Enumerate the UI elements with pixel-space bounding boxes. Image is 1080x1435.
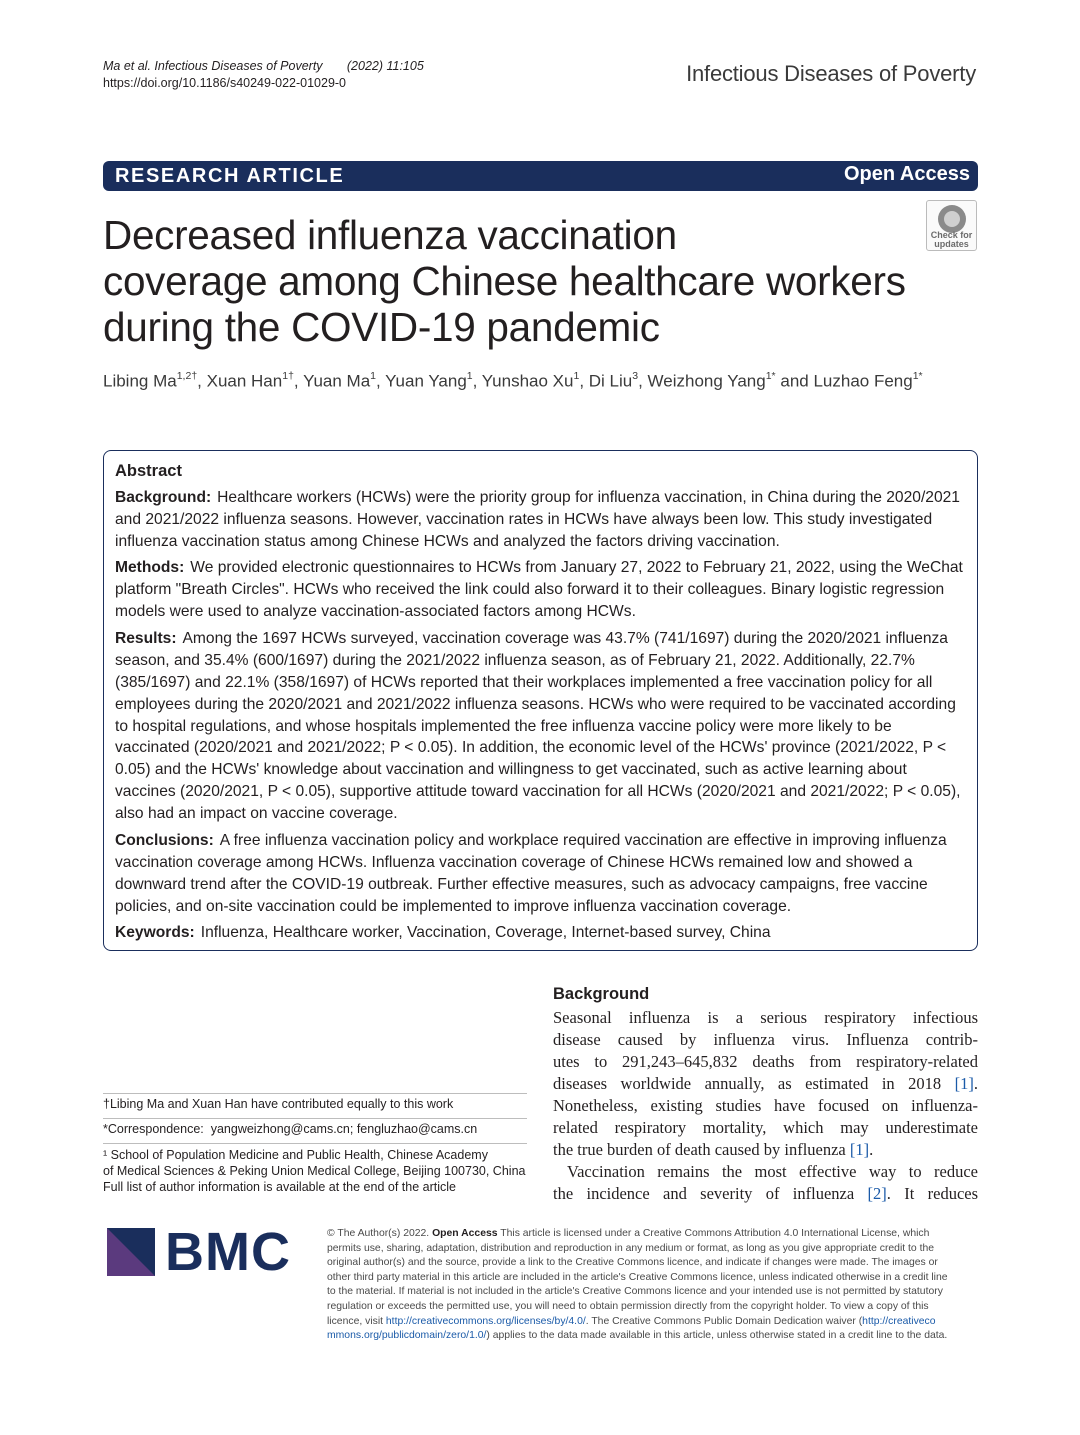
body-line: utes to 291,243–645,832 deaths from respiratory-related [553, 1052, 978, 1071]
copyright: © The Author(s) 2022. [327, 1228, 430, 1239]
footnote-divider [103, 1118, 527, 1119]
author-affiliation: 1 [370, 370, 377, 382]
body-text: the incidence and severity of influenza [553, 1184, 855, 1203]
author-name: Xuan Han [206, 371, 283, 391]
citation-link[interactable]: [1] [954, 1074, 974, 1093]
footnote-equal-contribution: †Libing Ma and Xuan Han have contributed equally to this work [103, 1097, 454, 1111]
body-line: Vaccination remains the most effective way to reduce [567, 1162, 978, 1181]
license-text-part: ) applies to the data made available in this article, unless otherwise stated in a credit line to the data. [486, 1330, 948, 1342]
correspondence-emails[interactable]: yangweizhong@cams.cn; fengluzhao@cams.cn [210, 1122, 478, 1136]
citation-journal: Infectious Diseases of Poverty [154, 59, 323, 73]
title-line: coverage among Chinese healthcare workers [103, 258, 906, 304]
body-text: diseases worldwide annually, as estimated in 2018 [553, 1074, 942, 1093]
author-list: Libing $Ma^{1,2\dagger}$, Xuan Han$^{1\dagger}$, Yuan Ma$^1$, Yuan Yang$^1$, Yunshao Xu$^1$, Di Liu$^3$, Weizhong Yang$^{1*}$ and Luzhao Feng$^{1*}$ [103, 370, 923, 391]
period: . [973, 1074, 979, 1093]
license-line: original author(s) and the source, provide a link to the Creative Commons licence, and indicate if changes were made. The images or [327, 1257, 938, 1269]
license-line: regulation or exceeds the permitted use, you will need to obtain permission directly from the copyright holder. To view a copy of this [327, 1300, 929, 1312]
abstract-conclusions [115, 830, 966, 918]
abstract-box [103, 450, 978, 951]
author-joiner: and [780, 371, 809, 391]
open-access-label: Open Access [844, 163, 970, 185]
section-text: Healthcare workers (HCWs) were the priority group for influenza vaccination, in China during the 2020/2021 and 2021/2022 influenza seasons. However, vaccination rates in HCWs have always been low. This study investigated influenza vaccination status among Chinese HCWs and analyzed the factors driving vaccination. [115, 488, 960, 550]
title-line: during the COVID-19 pandemic [103, 304, 660, 350]
license-text-part: . The Creative Commons Public Domain Dedication waiver ( [585, 1315, 863, 1327]
author-affiliation: 3 [632, 370, 639, 382]
author-affiliation: 1† [282, 370, 294, 382]
period: . [869, 1140, 874, 1159]
author-name: Luzhao Feng [813, 371, 913, 391]
author-affiliation: 1 [466, 370, 473, 382]
license-text-part: This article is licensed under a Creative Commons Attribution 4.0 International License, which [500, 1228, 930, 1239]
bmc-logo-text: BMC [165, 1222, 291, 1282]
bmc-logo-mark-icon [107, 1228, 155, 1276]
license-text-part: licence, visit [327, 1315, 384, 1327]
license-line: other third party material in this article are included in the article's Creative Commons licence, unless indicated otherwise in a credit line [327, 1271, 948, 1283]
abstract-heading: Abstract [115, 462, 182, 480]
affiliation-line: ¹ School of Population Medicine and Public Health, Chinese Academy [103, 1148, 488, 1162]
author-affiliation: 1* [912, 370, 923, 382]
title-line: Decreased influenza vaccination [103, 212, 677, 258]
article-type-banner [103, 161, 978, 191]
body-line: Nonetheless, existing studies have focused on influenza- [553, 1096, 978, 1115]
section-text: Among the 1697 HCWs surveyed, vaccination coverage was 43.7% (741/1697) during the 2020/2021 influenza season, and 35.4% (600/1697) during the 2021/2022 influenza season, as of February 21, 2022. Additionally, 22.7% (385/1697) and 22.1% (358/1697) of HCWs reported that their workplaces implemented a free vaccination policy for all employees during the 2020/2021 and 2021/2022 influenza seasons. HCWs who were required to be vaccinated according to hospital regulations, and whose hospitals implemented the free influenza vaccine policy were more likely to be vaccinated (2020/2021 and 2021/2022; P < 0.05). In addition, the economic level of the HCWs' province (2021/2022, P < 0.05) and the HCWs' knowledge about vaccination and willingness to get vaccinated, such as active learning about vaccines (2020/2021, P < 0.05), supportive attitude toward vaccination for all HCWs (2020/2021 and 2021/2022; P < 0.05), also had an impact on vaccine coverage. [115, 629, 961, 823]
abstract-keywords [115, 922, 966, 944]
section-label: Background: [115, 488, 212, 506]
cc-zero-link-cont[interactable]: mmons.org/publicdomain/zero/1.0/ [327, 1330, 487, 1342]
license-line: permits use, sharing, adaptation, distribution and reproduction in any medium or format, as long as you give appropriate credit to the [327, 1242, 935, 1254]
check-updates-line2: updates [934, 239, 969, 249]
body-text: the true burden of death caused by influenza [553, 1140, 846, 1159]
license-line: to the material. If material is not included in the article's Creative Commons licence and your intended use is not permitted by statutory [327, 1286, 943, 1298]
citation-link[interactable]: [1] [849, 1140, 870, 1159]
affiliation-line: Full list of author information is available at the end of the article [103, 1180, 456, 1194]
check-for-updates-badge[interactable] [926, 200, 977, 251]
author-name: Yuan Yang [385, 371, 467, 391]
citation-authors: Ma et al. [103, 59, 151, 73]
citation-link[interactable]: [2] [867, 1184, 887, 1203]
cc-by-link[interactable]: http://creativecommons.org/licenses/by/4.0/ [385, 1315, 586, 1327]
article-type-label: RESEARCH ARTICLE [115, 165, 345, 187]
author-affiliation: 1* [765, 370, 776, 382]
license-line [327, 1329, 978, 1344]
open-access-bold: Open Access [432, 1228, 498, 1239]
section-text: We provided electronic questionnaires to HCWs from January 27, 2022 to February 21, 2022, using the WeChat platform "Breath Circles". HCWs who received the link could also forward it to their colleagues. Binary logistic regression models were used to analyze vaccination-associated factors among HCWs. [115, 559, 963, 621]
section-label: Keywords: [115, 924, 195, 942]
footnote-affiliation [103, 1147, 527, 1195]
footnote-correspondence [103, 1121, 527, 1137]
body-line-with-ref: the incidence and severity of influenza [2]. It reduces [553, 1184, 979, 1203]
abstract-methods [115, 557, 966, 623]
cc-zero-link[interactable]: http://creativeco [862, 1315, 936, 1327]
body-line: related respiratory mortality, which may underestimate [553, 1118, 978, 1137]
author-name: Yuan Ma [303, 371, 371, 391]
license-text [327, 1227, 978, 1344]
license-line [327, 1315, 978, 1330]
background-heading: Background [553, 985, 650, 1003]
footnote-divider [103, 1093, 527, 1094]
correspondence-label: *Correspondence: [103, 1122, 204, 1136]
author-name: Yunshao Xu [481, 371, 574, 391]
author-name: Weizhong Yang [647, 371, 766, 391]
body-line: disease caused by influenza virus. Influenza contrib- [553, 1030, 978, 1049]
article-title [103, 212, 923, 350]
body-line-with-ref [553, 1073, 978, 1095]
check-updates-icon [938, 205, 966, 233]
background-body [553, 1007, 978, 1205]
license-line [327, 1227, 978, 1242]
body-text: It reduces [904, 1184, 979, 1203]
citation-block [103, 58, 424, 92]
section-label: Methods: [115, 559, 185, 577]
author-name: Libing Ma [103, 371, 177, 391]
author-affiliation: 1 [573, 370, 580, 382]
footnote-divider [103, 1143, 527, 1144]
journal-name: Infectious Diseases of Poverty [686, 61, 976, 86]
citation-year-volume: (2022) 11:105 [346, 59, 424, 73]
check-updates-line1: Check for [930, 230, 973, 240]
abstract-results [115, 628, 966, 825]
section-label: Results: [115, 629, 177, 647]
citation-line [103, 58, 424, 75]
section-text: A free influenza vaccination policy and workplace required vaccination are effective in improving influenza vaccination coverage among HCWs. Influenza vaccination coverage of Chinese HCWs remained low and showed a downward trend after the COVID-19 outbreak. Further effective measures, such as advocacy campaigns, free vaccine policies, and on-site vaccination could be implemented to improve influenza vaccination coverage. [115, 831, 947, 915]
section-text: Influenza, Healthcare worker, Vaccination, Coverage, Internet-based survey, China [200, 924, 771, 942]
section-label: Conclusions: [115, 831, 214, 849]
doi-link[interactable]: https://doi.org/10.1186/s40249-022-01029-0 [103, 76, 347, 90]
body-line: Seasonal influenza is a serious respiratory infectious [553, 1008, 978, 1027]
author-affiliation: 1,2† [176, 370, 198, 382]
bmc-logo [107, 1222, 307, 1282]
abstract-background [115, 487, 966, 553]
body-line-with-ref [553, 1139, 978, 1161]
author-name: Di Liu [588, 371, 633, 391]
affiliation-line: of Medical Sciences & Peking Union Medical College, Beijing 100730, China [103, 1164, 526, 1178]
